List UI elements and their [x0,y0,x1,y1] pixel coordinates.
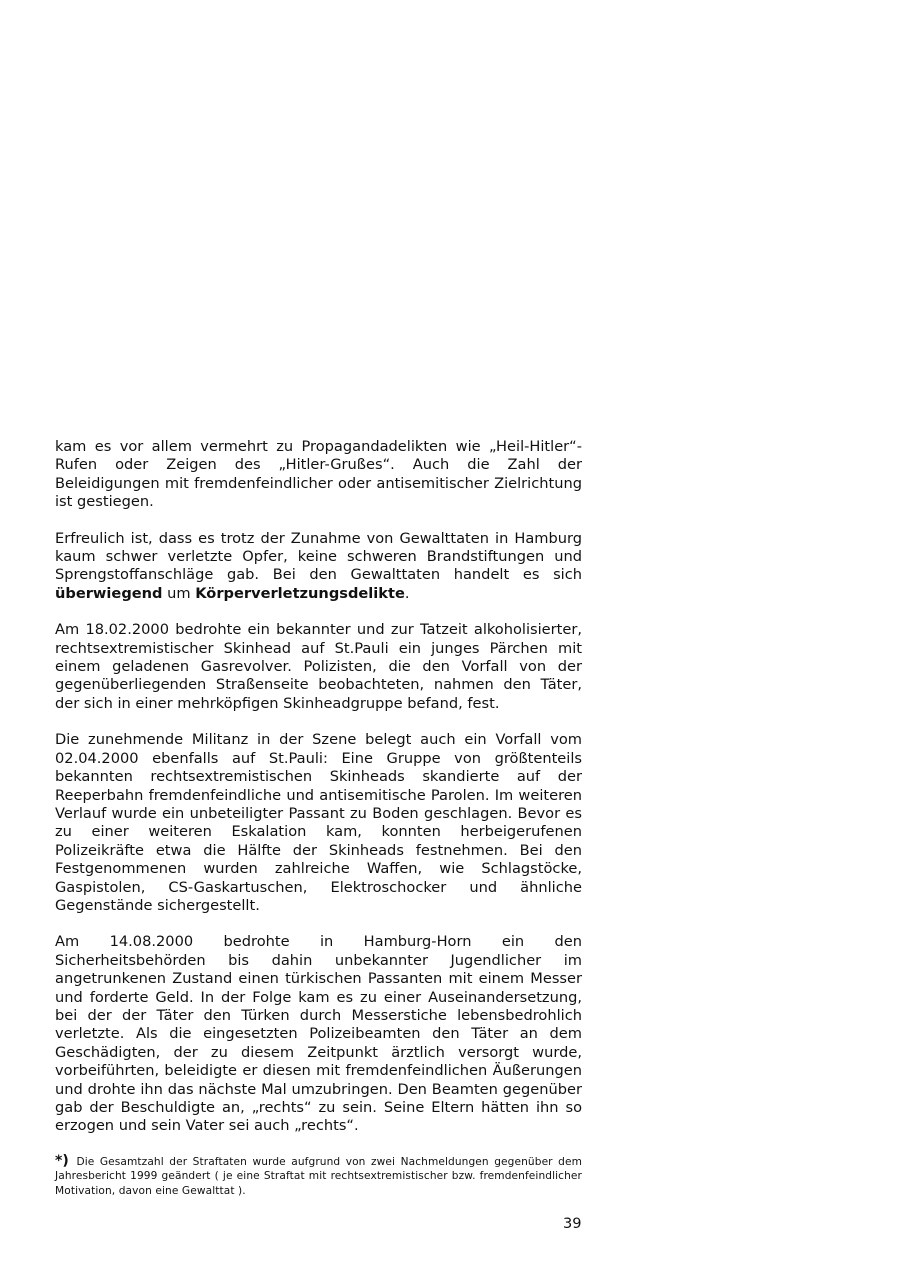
paragraph-text: um [162,584,196,602]
paragraph-incident-02-04: Die zunehmende Militanz in der Szene belegt auch ein Vorfall vom 02.04.2000 ebenfalls auf St.Pauli: Eine Gruppe von größtenteils bekannten rechtsextremistischen Skinheads skandierte auf der Reeperbahn fremdenfeindliche und antisemitische Parolen. Im weiteren Verlauf wurde ein unbeteiligter Passant zu Boden geschlagen. Bevor es zu einer weiteren Eskalation kam, konnten herbeigerufenen Polizeikräfte etwa die Hälfte der Skinheads festnehmen. Bei den Festgenommenen wurden zahlreiche Waffen, wie Schlagstöcke, Gaspistolen, CS-Gaskartuschen, Elektroschocker und ähnliche Gegenstände sichergestellt. [55,731,582,914]
paragraph-incident-14-08: Am 14.08.2000 bedrohte in Hamburg-Horn ein den Sicherheitsbehörden bis dahin unbekannter Jugendlicher im angetrunkenen Zustand einen türkischen Passanten mit einem Messer und forderte Geld. In der Folge kam es zu einer Auseinandersetzung, bei der der Täter den Türken durch Messerstiche lebensbedrohlich verletzte. Als die eingesetzten Polizeibeamten den Täter an dem Geschädigten, der zu diesem Zeitpunkt ärztlich versorgt wurde, vorbeiführten, beleidigte er diesen mit fremdenfeindlichen Äußerungen und drohte ihn das nächste Mal umzubringen. Den Beamten gegenüber gab der Beschuldigte an, „rechts“ zu sein. Seine Eltern hätten ihn so erzogen und sein Vater sei auch „rechts“. [55,933,582,1135]
emphasis-text: Körperverletzungsdelikte [195,584,405,602]
paragraph-propaganda: kam es vor allem vermehrt zu Propagandadelikten wie „Heil-Hitler“-Rufen oder Zeigen des „Hitler-Grußes“. Auch die Zahl der Beleidigungen mit fremdenfeindlicher oder antisemitischer Zielrichtung ist gestiegen. [55,438,582,511]
footnote [55,1154,582,1199]
paragraph-incident-18-02: Am 18.02.2000 bedrohte ein bekannter und zur Tatzeit alkoholisierter, rechtsextremistischer Skinhead auf St.Pauli ein junges Pärchen mit einem geladenen Gasrevolver. Polizisten, die den Vorfall von der gegenüberliegenden Straßenseite beobachteten, nahmen den Täter, der sich in einer mehrköpfigen Skinheadgruppe befand, fest. [55,621,582,712]
footnote-text: Die Gesamtzahl der Straftaten wurde aufgrund von zwei Nachmeldungen gegenüber dem Jahresbericht 1999 geändert ( je eine Straftat mit rechtsextremistischer bzw. fremdenfeindlicher Motivation, davon eine Gewalttat ). [55,1155,583,1197]
footnote-marker: *) [55,1152,69,1169]
page-number: 39 [563,1215,582,1232]
document-body [55,438,582,1199]
paragraph-text: . [404,584,410,602]
emphasis-text: überwiegend [55,584,163,602]
paragraph-text: Erfreulich ist, dass es trotz der Zunahme von Gewalttaten in Hamburg kaum schwer verletzte Opfer, keine schweren Brandstiftungen und Sprengstoffanschläge gab. Bei den Gewalttaten handelt es sich [55,529,582,584]
paragraph-violence-summary [55,530,582,604]
